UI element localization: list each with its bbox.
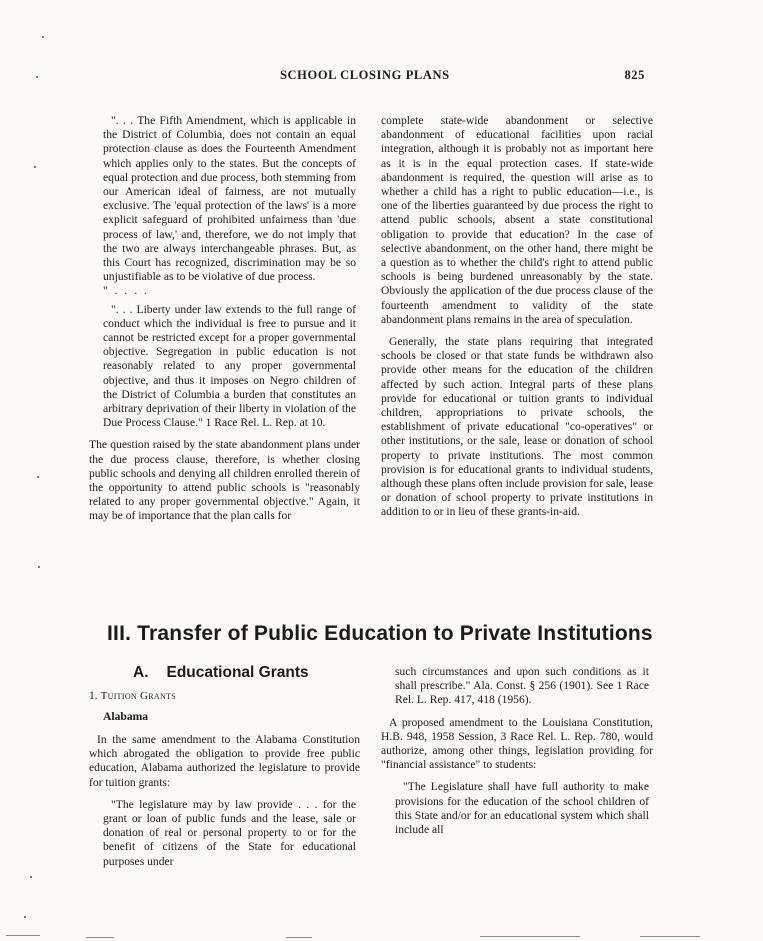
scan-speck bbox=[38, 566, 40, 568]
quote-louisiana-legislature: "The Legislature shall have full authority to make provisions for the education of the school children of this State and/or for an educational system which shall include all bbox=[395, 780, 649, 837]
paragraph-state-plans: Generally, the state plans requiring that integrated schools be closed or that state funds be withdrawn also provide other means for the education of the children affected by such action. Integral parts of these plans provide for educational or tuition grants to individual children, appropriations to private schools, the establishment of private educational "co-operatives" or other institutions, or the sale, lease or donation of school property to private institutions. The most common provision is for educational grants to individual students, although these plans often include provision for sale, lease or donation of school property to private institutions in addition to or in lieu of these grants-in-aid. bbox=[381, 335, 653, 519]
quote-fifth-amendment: ". . . The Fifth Amendment, which is applicable in the District of Columbia, does not contain an equal protection clause as does the Fourteenth Amendment which applies only to the states. But the concepts of equal protection and due process, both stemming from our American ideal of fairness, are not mutually exclusive. The 'equal protection of the laws' is a more explicit safeguard of prohibited unfairness than 'due process of law,' and, therefore, we do not imply that the two are always interchangeable phrases. But, as this Court has recognized, discrimination may be so unjustifiable as to be violative of due process. bbox=[103, 114, 356, 284]
section-heading: III. Transfer of Public Education to Private Institutions bbox=[107, 622, 653, 645]
scan-speck bbox=[24, 916, 26, 918]
scan-speck bbox=[36, 76, 38, 78]
scan-speck bbox=[30, 876, 32, 878]
top-left-column bbox=[89, 114, 360, 524]
running-header bbox=[0, 68, 763, 84]
sub-heading bbox=[133, 664, 309, 682]
paragraph-due-process-question: The question raised by the state abandonment plans under the due process clause, therefore, is whether closing public schools and denying all children enrolled therein of the opportunity to attend public schools is "reasonably related to any proper governmental objective." Again, it may be of importance that the plan calls for bbox=[89, 438, 360, 523]
sub-heading-title: Educational Grants bbox=[166, 664, 309, 681]
quote-liberty-under-law: ". . . Liberty under law extends to the full range of conduct which the individual is free to pursue and it cannot be restricted except for a proper governmental objective. Segregation in public education is not reasonably related to any proper governmental objective, and thus it imposes on Negro children of the District of Columbia a burden that constitutes an arbitrary deprivation of their liberty in violation of the Due Process Clause." 1 Race Rel. L. Rep. at 10. bbox=[103, 302, 356, 430]
quote-alabama-legislature: "The legislature may by law provide . . . for the grant or loan of public funds and the lease, sale or donation of real or personal property to or for the benefit of citizens of the State for educational purposes under bbox=[103, 797, 356, 868]
quote-ellipsis: " . . . . bbox=[103, 284, 149, 298]
paragraph-alabama-amendment: In the same amendment to the Alabama Constitution which abrogated the obligation to provide free public education, Alabama authorized the legislature to provide for tuition grants: bbox=[89, 733, 360, 789]
paragraph-abandonment: complete state-wide abandonment or selective abandonment of educational facilities upon racial integration, although it is probably not as important here as it is in the equal protection cases. If state-wide abandonment is required, the question will arise as to whether a child has a right to public education—i.e., is one of the liberties guaranteed by due process the right to attend public schools, absent a state constitutional obligation to provide that education? In the case of selective abandonment, on the other hand, there might be a question as to whether the child's right to attend public schools is being burdened unreasonably by the state. Obviously the application of the due process clause of the fourteenth amendment to validity of the state abandonment plans remains in the area of speculation. bbox=[381, 114, 653, 326]
scan-line bbox=[480, 936, 580, 937]
paragraph-louisiana-amendment: A proposed amendment to the Louisiana Constitution, H.B. 948, 1958 Session, 3 Race Rel. L. Rep. 780, would authorize, among other things, legislation providing for "financial assistance" to students: bbox=[381, 715, 653, 772]
running-title: SCHOOL CLOSING PLANS bbox=[280, 68, 450, 82]
scan-speck bbox=[37, 476, 39, 478]
scan-line bbox=[6, 935, 40, 936]
scan-line bbox=[640, 936, 700, 937]
scan-speck bbox=[34, 166, 36, 168]
scan-line bbox=[286, 937, 312, 938]
top-right-column bbox=[381, 114, 653, 520]
state-heading: Alabama bbox=[103, 710, 149, 723]
quote-continuation: such circumstances and upon such conditions as it shall prescribe." Ala. Const. § 256 (1901). See 1 Race Rel. L. Rep. 417, 418 (1956). bbox=[395, 665, 649, 707]
sub-heading-label: A. bbox=[133, 664, 149, 681]
bottom-left-column bbox=[89, 733, 360, 869]
item-heading bbox=[89, 689, 176, 702]
bottom-right-column bbox=[381, 665, 653, 837]
item-title: Tuition Grants bbox=[100, 690, 176, 702]
scan-speck bbox=[42, 36, 44, 38]
page-number: 825 bbox=[624, 68, 645, 82]
scan-line bbox=[86, 937, 114, 938]
item-number: 1. bbox=[89, 689, 98, 702]
